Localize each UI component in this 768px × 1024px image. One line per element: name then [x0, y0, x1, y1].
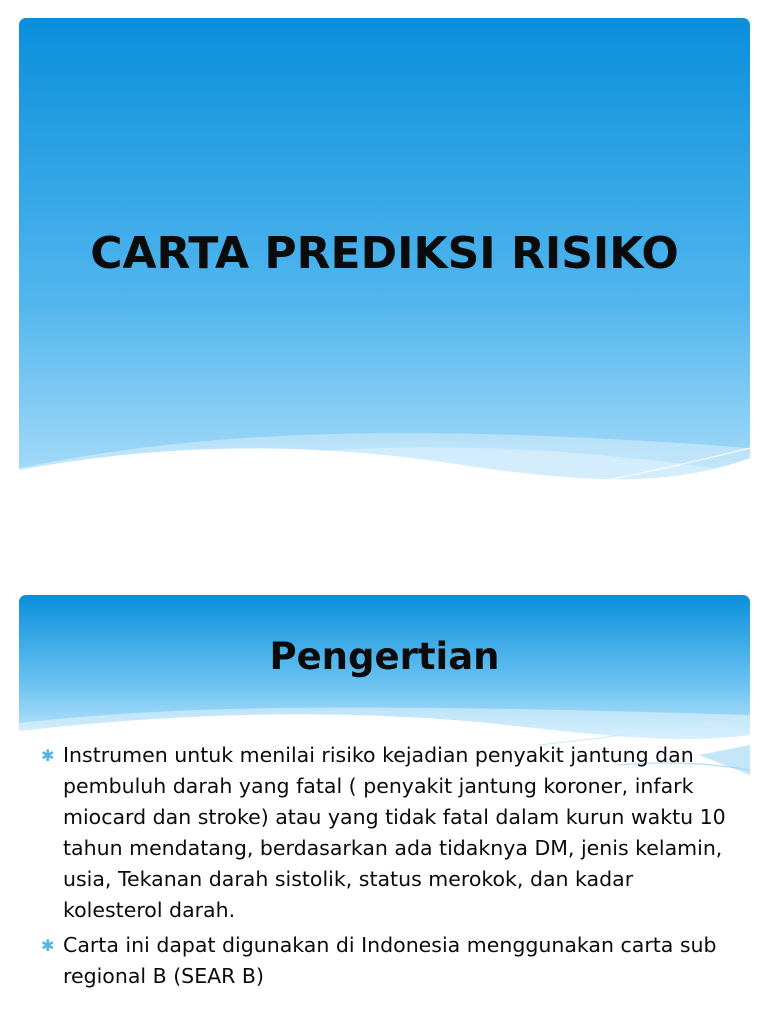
asterisk-bullet-icon: ✱	[41, 746, 55, 765]
bullet-text: Instrumen untuk menilai risiko kejadian penyakit jantung dan pembuluh darah yang fatal ( penyakit jantung koroner, infark miocard dan stroke) atau yang tidak fatal dalam kurun waktu 10 tahun mendatang, berdasarkan ada tidaknya DM, jenis kelamin, usia, Tekanan darah sistolik, status merokok, dan kadar kolesterol darah.	[63, 743, 726, 922]
bullet-list	[41, 740, 731, 996]
asterisk-bullet-icon: ✱	[41, 936, 55, 955]
slide-title: Pengertian	[269, 635, 500, 678]
bullet-text: Carta ini dapat digunakan di Indonesia menggunakan carta sub regional B (SEAR B)	[63, 933, 717, 988]
content-slide	[19, 595, 750, 1024]
slide-title: CARTA PREDIKSI RISIKO	[90, 228, 679, 279]
title-slide	[19, 18, 750, 537]
list-item	[41, 930, 731, 992]
list-item	[41, 740, 731, 926]
